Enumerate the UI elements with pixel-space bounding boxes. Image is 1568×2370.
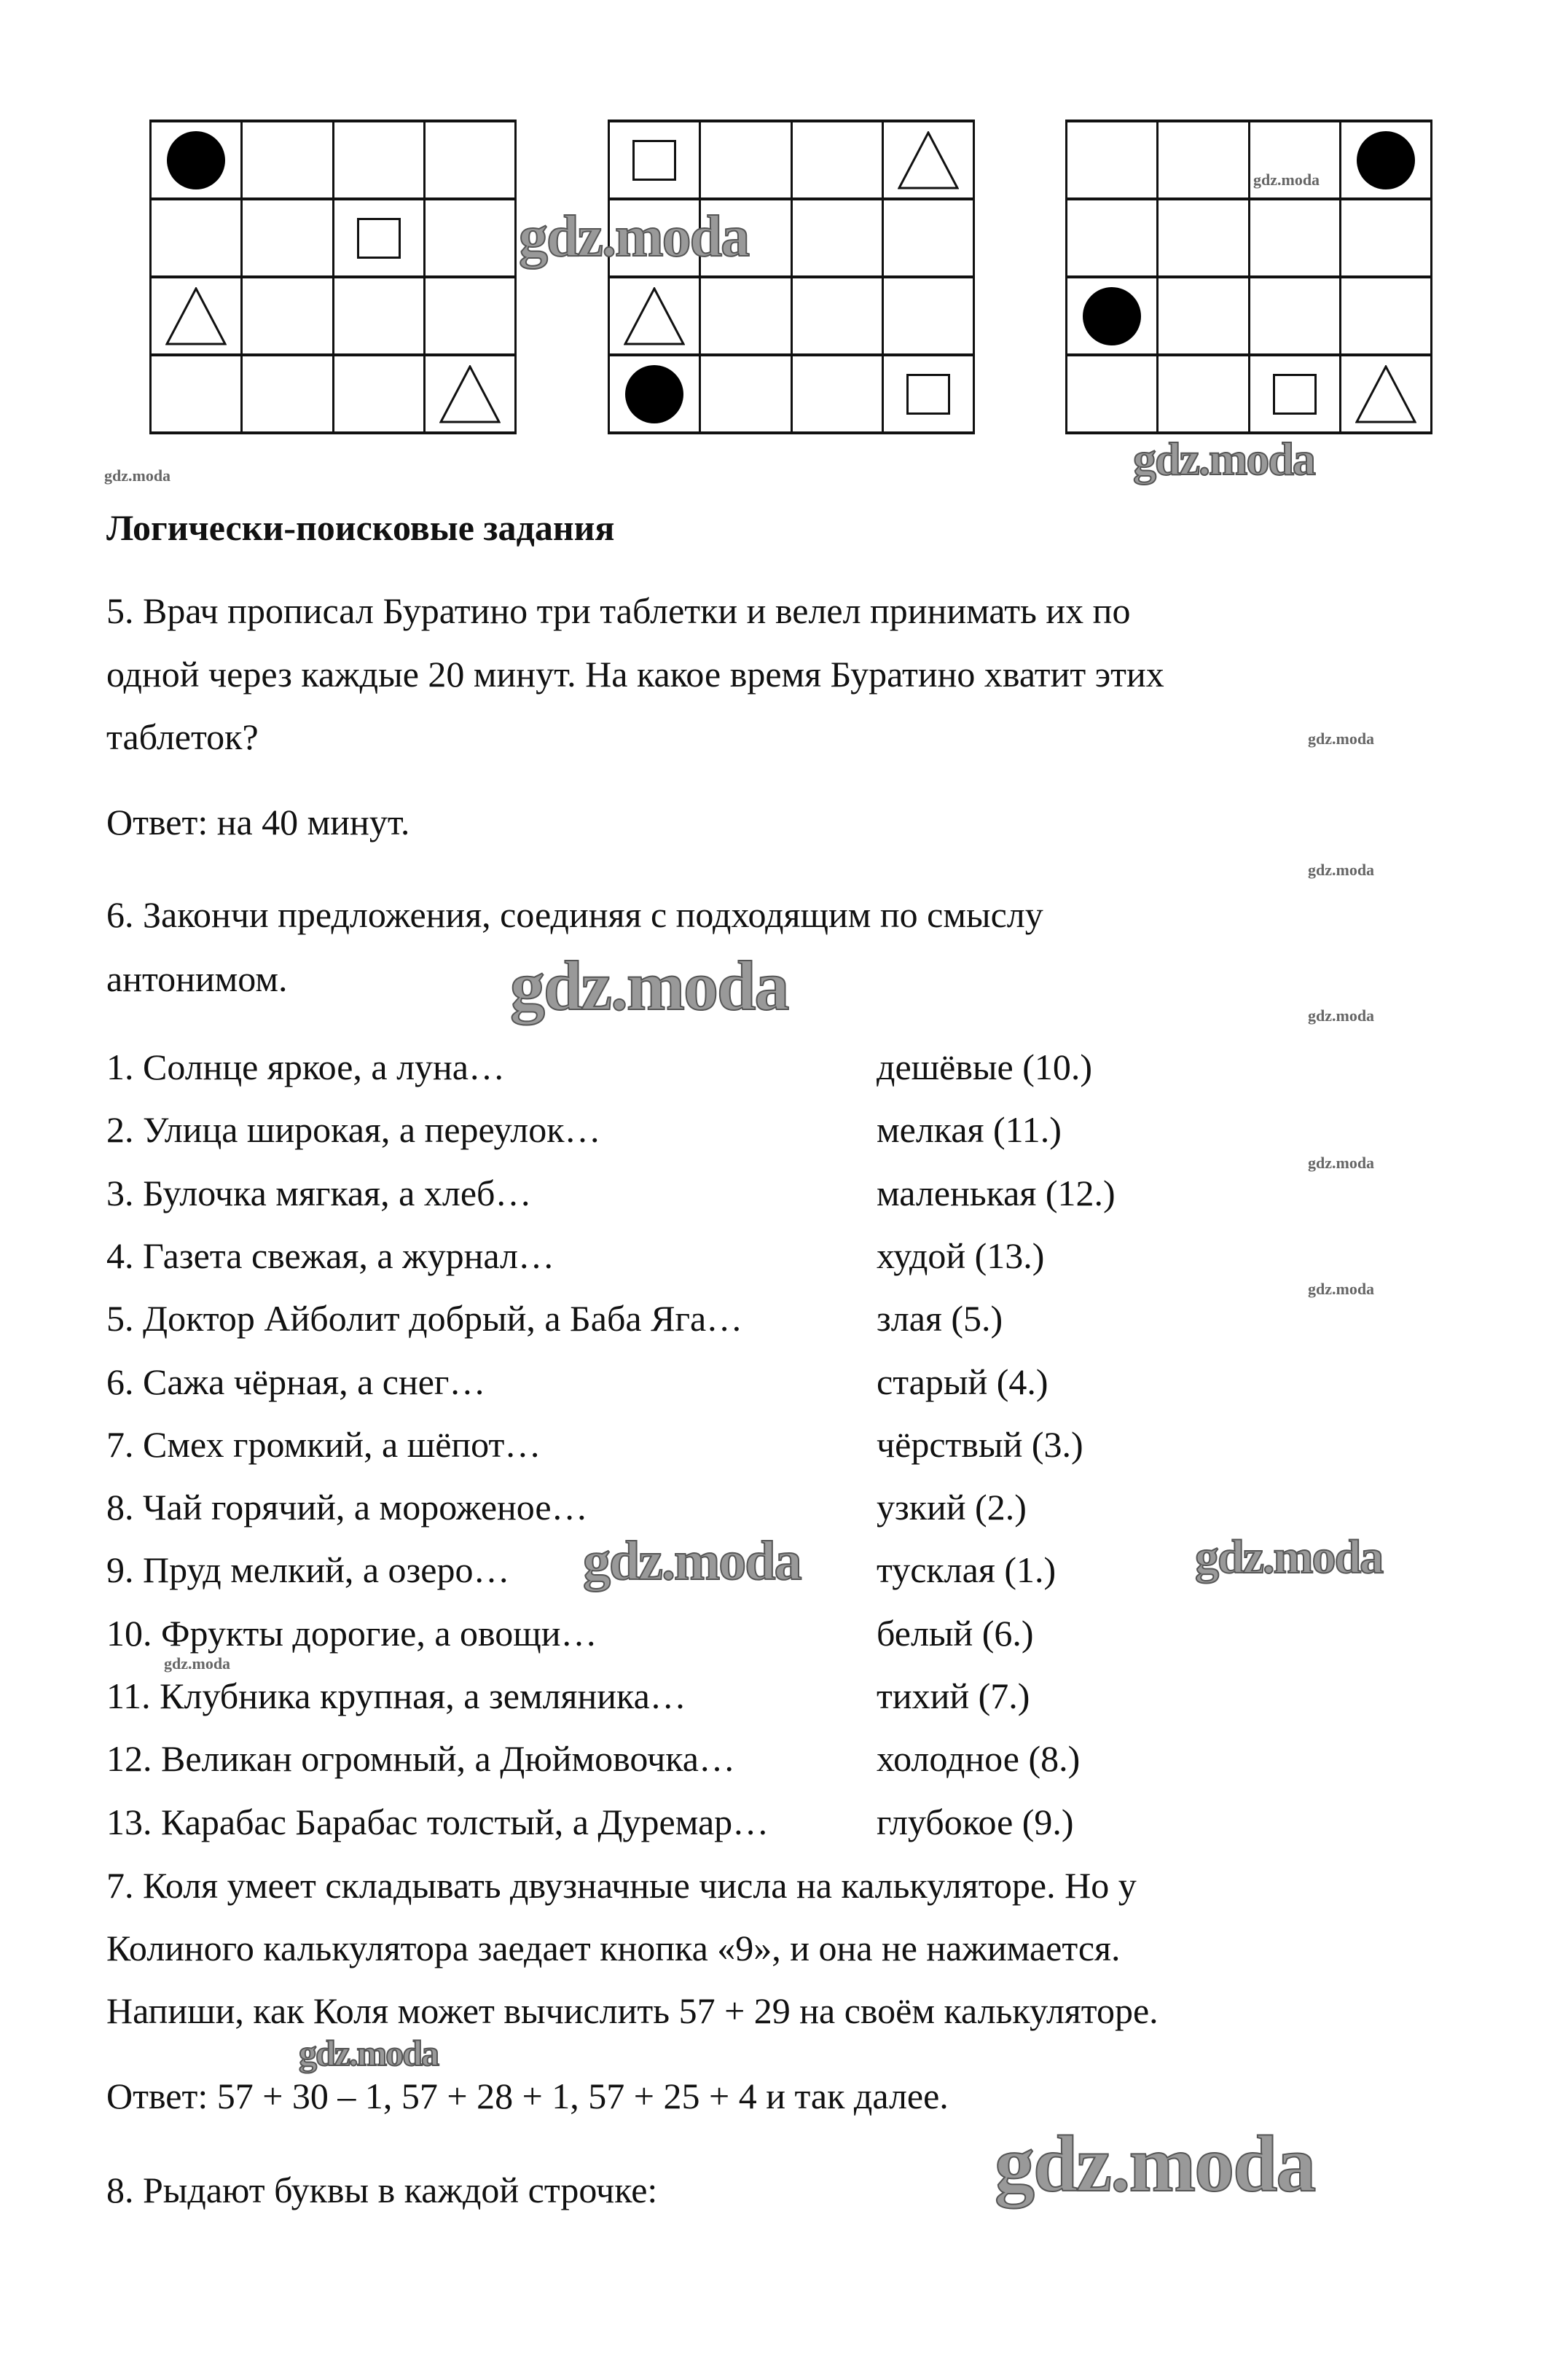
grid-cell bbox=[701, 122, 792, 200]
grid-cell bbox=[610, 356, 701, 434]
sentence-start: 2. Улица широкая, а переулок… bbox=[106, 1109, 601, 1151]
grid-cell bbox=[426, 356, 517, 434]
sentence-start: 11. Клубника крупная, а земляника… bbox=[106, 1675, 686, 1716]
sentence-start: 9. Пруд мелкий, а озеро… bbox=[106, 1549, 510, 1591]
grid-cell bbox=[884, 356, 975, 434]
black-circle-icon bbox=[625, 365, 683, 423]
antonym-option: холодное (8.) bbox=[877, 1738, 1081, 1780]
grid-cell bbox=[152, 278, 243, 356]
black-circle-icon bbox=[167, 131, 225, 189]
square-icon bbox=[906, 374, 950, 415]
grid-cell bbox=[426, 278, 517, 356]
grid-cell bbox=[1159, 200, 1250, 278]
sentence-start: 6. Сажа чёрная, а снег… bbox=[106, 1361, 486, 1402]
grid-cell bbox=[152, 122, 243, 200]
task7-line: Напиши, как Коля может вычислить 57 + 29 на своём калькуляторе. bbox=[106, 1990, 1159, 2031]
grid-cell bbox=[243, 200, 334, 278]
grid-cell bbox=[610, 122, 701, 200]
watermark: gdz.moda bbox=[1308, 1006, 1375, 1025]
sentence-start: 4. Газета свежая, а журнал… bbox=[106, 1235, 554, 1276]
watermark: gdz.moda bbox=[164, 1654, 231, 1673]
shape-grid bbox=[149, 120, 517, 434]
square-icon bbox=[357, 218, 401, 259]
task7-answer: Ответ: 57 + 30 – 1, 57 + 28 + 1, 57 + 25 + 4 и так далее. bbox=[106, 2076, 949, 2116]
grid-cell bbox=[426, 200, 517, 278]
antonym-option: маленькая (12.) bbox=[877, 1172, 1116, 1213]
triangle-icon bbox=[898, 131, 959, 189]
antonym-option: белый (6.) bbox=[877, 1612, 1034, 1654]
watermark: gdz.moda bbox=[1308, 1280, 1375, 1298]
task7-line: Колиного калькулятора заедает кнопка «9», и она не нажимается. bbox=[106, 1928, 1121, 1968]
grid-cell bbox=[334, 356, 426, 434]
grid-cell bbox=[793, 356, 884, 434]
task7-line: 7. Коля умеет складывать двузначные числа на калькуляторе. Но у bbox=[106, 1865, 1137, 1906]
task5-line: таблеток? bbox=[106, 716, 259, 757]
grid-cell bbox=[1250, 278, 1341, 356]
grid-cell bbox=[701, 356, 792, 434]
sentence-start: 13. Карабас Барабас толстый, а Дуремар… bbox=[106, 1801, 769, 1842]
shape-grid bbox=[608, 120, 975, 434]
sentence-start: 5. Доктор Айболит добрый, а Баба Яга… bbox=[106, 1298, 743, 1340]
antonym-option: старый (4.) bbox=[877, 1361, 1048, 1402]
task6-line: антонимом. bbox=[106, 958, 288, 999]
grid-cell bbox=[1250, 356, 1341, 434]
shape-grid bbox=[1065, 120, 1432, 434]
sentence-start: 3. Булочка мягкая, а хлеб… bbox=[106, 1172, 532, 1213]
watermark: gdz.moda bbox=[104, 466, 171, 485]
antonym-option: тихий (7.) bbox=[877, 1675, 1030, 1716]
task5-answer: Ответ: на 40 минут. bbox=[106, 802, 410, 842]
grid-cell bbox=[1067, 200, 1159, 278]
grid-cell bbox=[793, 122, 884, 200]
task5-line: одной через каждые 20 минут. На какое время Буратино хватит этих bbox=[106, 654, 1164, 695]
grid-cell bbox=[1341, 356, 1432, 434]
grid-cell bbox=[1159, 356, 1250, 434]
grid-cell bbox=[884, 122, 975, 200]
square-icon bbox=[632, 140, 676, 181]
grid-cell bbox=[1067, 122, 1159, 200]
grid-cell bbox=[426, 122, 517, 200]
triangle-icon bbox=[165, 287, 227, 345]
antonym-option: худой (13.) bbox=[877, 1235, 1045, 1276]
sentence-start: 10. Фрукты дорогие, а овощи… bbox=[106, 1612, 597, 1654]
antonym-option: мелкая (11.) bbox=[877, 1109, 1062, 1151]
section-heading: Логически-поисковые задания bbox=[106, 507, 615, 548]
sentence-start: 7. Смех громкий, а шёпот… bbox=[106, 1423, 541, 1465]
grid-cell bbox=[1341, 200, 1432, 278]
antonym-option: тусклая (1.) bbox=[877, 1549, 1057, 1591]
grid-cell bbox=[1341, 122, 1432, 200]
grid-cell bbox=[884, 278, 975, 356]
grid-cell bbox=[243, 278, 334, 356]
watermark: gdz.moda bbox=[299, 2033, 438, 2073]
watermark: gdz.moda bbox=[1133, 433, 1314, 485]
triangle-icon bbox=[624, 287, 685, 345]
sentence-start: 12. Великан огромный, а Дюймовочка… bbox=[106, 1738, 735, 1780]
watermark: gdz.moda bbox=[1253, 171, 1320, 189]
grid-cell bbox=[1159, 122, 1250, 200]
grid-cell bbox=[1159, 278, 1250, 356]
grid-cell bbox=[334, 278, 426, 356]
antonym-option: чёрствый (3.) bbox=[877, 1423, 1083, 1465]
grid-cell bbox=[243, 122, 334, 200]
triangle-icon bbox=[439, 365, 501, 423]
watermark: gdz.moda bbox=[1308, 730, 1375, 748]
grid-cell bbox=[884, 200, 975, 278]
grid-cell bbox=[1250, 200, 1341, 278]
task5-line: 5. Врач прописал Буратино три таблетки и велел принимать их по bbox=[106, 590, 1131, 631]
black-circle-icon bbox=[1083, 287, 1141, 345]
grid-cell bbox=[334, 122, 426, 200]
watermark: gdz.moda bbox=[583, 1530, 801, 1592]
grid-cell bbox=[152, 356, 243, 434]
black-circle-icon bbox=[1357, 131, 1415, 189]
sentence-start: 8. Чай горячий, а мороженое… bbox=[106, 1487, 588, 1528]
triangle-icon bbox=[1355, 365, 1416, 423]
watermark: gdz.moda bbox=[519, 205, 749, 269]
antonym-option: глубокое (9.) bbox=[877, 1801, 1074, 1842]
watermark: gdz.moda bbox=[1308, 861, 1375, 879]
grid-cell bbox=[701, 278, 792, 356]
square-icon bbox=[1273, 374, 1317, 415]
task8-line: 8. Рыдают буквы в каждой строчке: bbox=[106, 2170, 658, 2210]
antonym-option: дешёвые (10.) bbox=[877, 1047, 1093, 1087]
antonym-option: злая (5.) bbox=[877, 1298, 1003, 1340]
watermark: gdz.moda bbox=[1308, 1154, 1375, 1172]
grid-cell bbox=[1341, 278, 1432, 356]
antonym-option: узкий (2.) bbox=[877, 1487, 1027, 1528]
grid-cell bbox=[334, 200, 426, 278]
grid-cell bbox=[793, 200, 884, 278]
watermark: gdz.moda bbox=[510, 947, 788, 1025]
grid-cell bbox=[243, 356, 334, 434]
watermark: gdz.moda bbox=[1195, 1530, 1383, 1584]
task6-line: 6. Закончи предложения, соединяя с подходящим по смыслу bbox=[106, 894, 1043, 935]
watermark: gdz.moda bbox=[995, 2119, 1315, 2208]
grid-cell bbox=[152, 200, 243, 278]
grid-cell bbox=[610, 278, 701, 356]
grid-cell bbox=[793, 278, 884, 356]
grid-cell bbox=[1067, 356, 1159, 434]
grid-cell bbox=[1067, 278, 1159, 356]
sentence-start: 1. Солнце яркое, а луна… bbox=[106, 1047, 505, 1087]
